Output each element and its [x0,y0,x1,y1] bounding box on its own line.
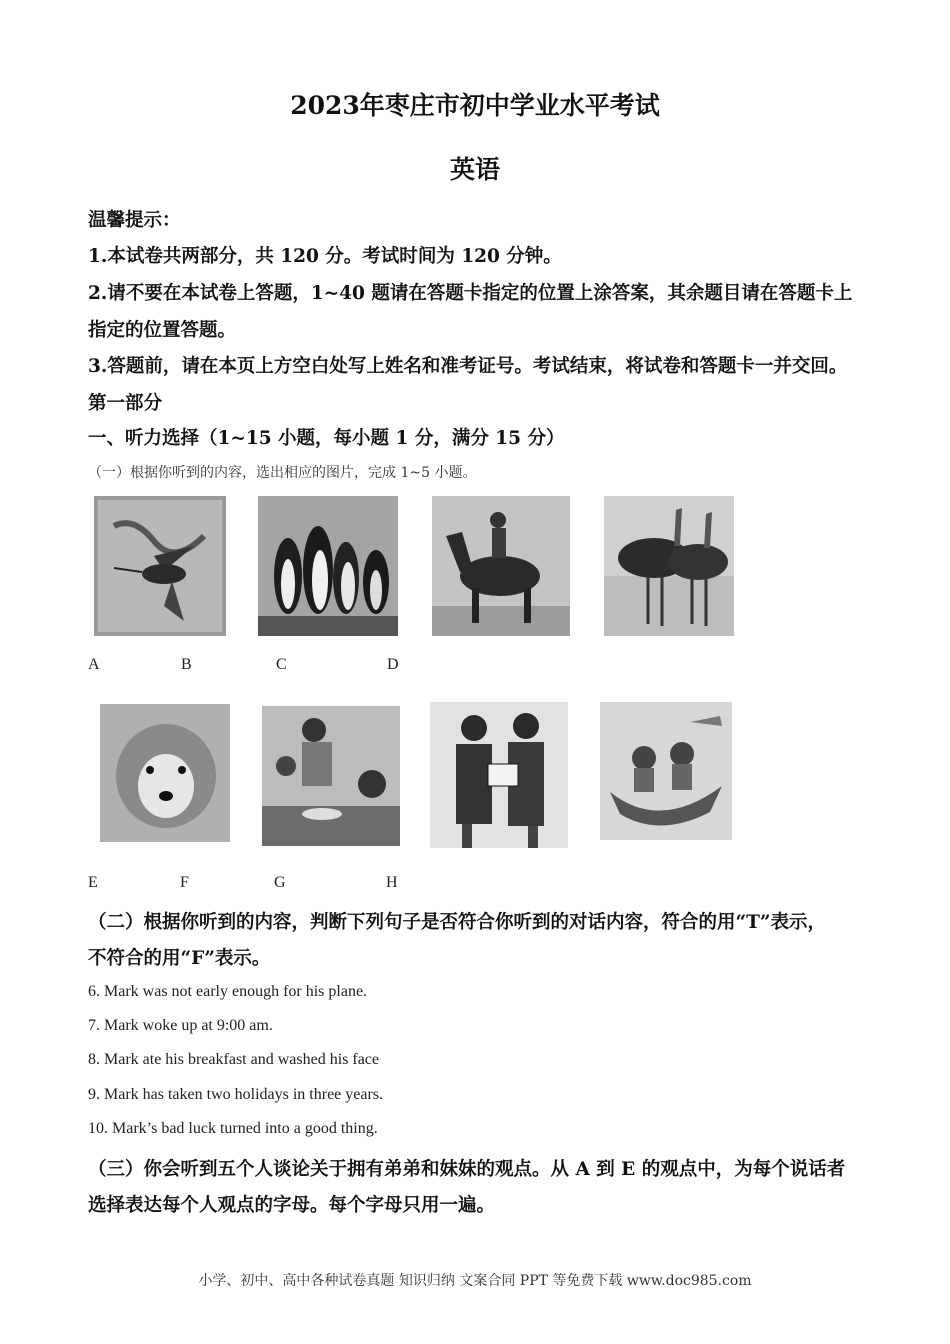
boys-reading-picture [430,702,568,848]
part-one-label: 第一部分 [88,393,163,414]
hummingbird-picture [94,496,226,636]
section-one-heading: 一、听力选择（1~15 小题，每小题 1 分，满分 15 分） [88,428,565,449]
statement-6: 6. Mark was not early enough for his plane. [88,983,368,1000]
sub-instruction-one: （一）根据你听到的内容，选出相应的图片，完成 1~5 小题。 [88,465,477,481]
statement-10: 10. Mark’s bad luck turned into a good thing. [88,1120,378,1137]
option-label-b: B [181,656,192,673]
statement-9: 9. Mark has taken two holidays in three years. [88,1086,384,1103]
notice-item-3: 3.答题前，请在本页上方空白处写上姓名和准考证号。考试结束，将试卷和答题卡一并交回。 [88,356,848,377]
page-footer: 小学、初中、高中各种试卷真题 知识归纳 文案合同 PPT 等免费下载 www.doc985.com [198,1273,752,1289]
notice-item-2-cont: 指定的位置答题。 [88,320,237,341]
statement-7: 7. Mark woke up at 9:00 am. [88,1017,273,1034]
option-label-d: D [387,656,399,673]
notice-item-2: 2.请不要在本试卷上答题，1~40 题请在答题卡指定的位置上涂答案，其余题目请在答题卡上 [88,283,853,304]
family-dinner-picture [262,706,400,846]
dog-picture [100,704,230,842]
option-label-a: A [88,656,100,673]
section-three-instruction-1: （三）你会听到五个人谈论关于拥有弟弟和妹妹的观点。从 A 到 E 的观点中，为每个说话者 [88,1159,846,1180]
section-two-instruction-1: （二）根据你听到的内容，判断下列句子是否符合你听到的对话内容，符合的用“T”表示， [88,912,827,933]
horse-rider-picture [432,496,570,636]
penguins-picture [258,496,398,636]
option-label-g: G [274,874,286,891]
option-label-c: C [276,656,287,673]
option-label-e: E [88,874,98,891]
statement-8: 8. Mark ate his breakfast and washed his face [88,1051,379,1068]
section-three-instruction-2: 选择表达每个人观点的字母。每个字母只用一遍。 [88,1195,496,1216]
ostriches-picture [604,496,734,636]
section-two-instruction-2: 不符合的用“F”表示。 [88,948,271,969]
option-label-h: H [386,874,398,891]
boat-cartoon-picture [600,702,732,840]
subject-title: 英语 [449,155,500,184]
notice-heading: 温馨提示： [88,210,181,231]
exam-title: 2023年枣庄市初中学业水平考试 [290,91,660,120]
notice-item-1: 1.本试卷共两部分，共 120 分。考试时间为 120 分钟。 [88,246,562,267]
option-label-f: F [180,874,189,891]
